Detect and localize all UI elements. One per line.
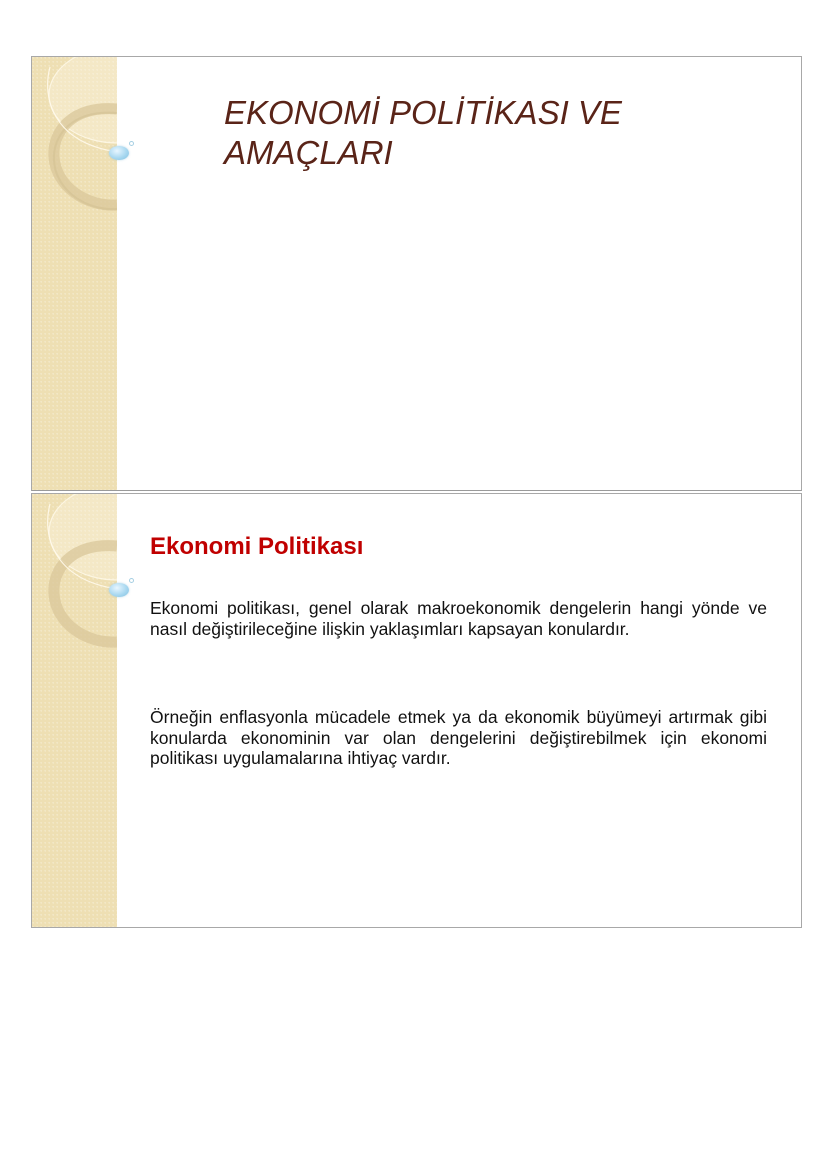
swirl-ring-decoration-icon: [32, 494, 117, 927]
slide-sidebar: [32, 57, 117, 490]
small-bubble-icon: [129, 141, 134, 146]
water-bubble-icon: [109, 146, 129, 160]
slide-2: [31, 493, 802, 928]
water-bubble-icon: [109, 583, 129, 597]
slide-sidebar: [32, 494, 117, 927]
slide-title: EKONOMİ POLİTİKASI VE AMAÇLARI: [224, 94, 622, 171]
paragraph-example: Örneğin enflasyonla mücadele etmek ya da ekonomik büyümeyi artırmak gibi konularda ekonominin var olan dengelerini değiştirebilmek için ekonomi politikası uygulamalarına ihtiyaç vardır.: [150, 707, 767, 768]
slide-heading: Ekonomi Politikası: [150, 533, 364, 560]
paragraph-definition: Ekonomi politikası, genel olarak makroekonomik dengelerin hangi yönde ve nasıl değiştirileceğine ilişkin yaklaşımları kapsayan konulardır.: [150, 598, 767, 639]
small-bubble-icon: [129, 578, 134, 583]
swirl-ring-decoration-icon: [32, 57, 117, 490]
slide-1: [31, 56, 802, 491]
